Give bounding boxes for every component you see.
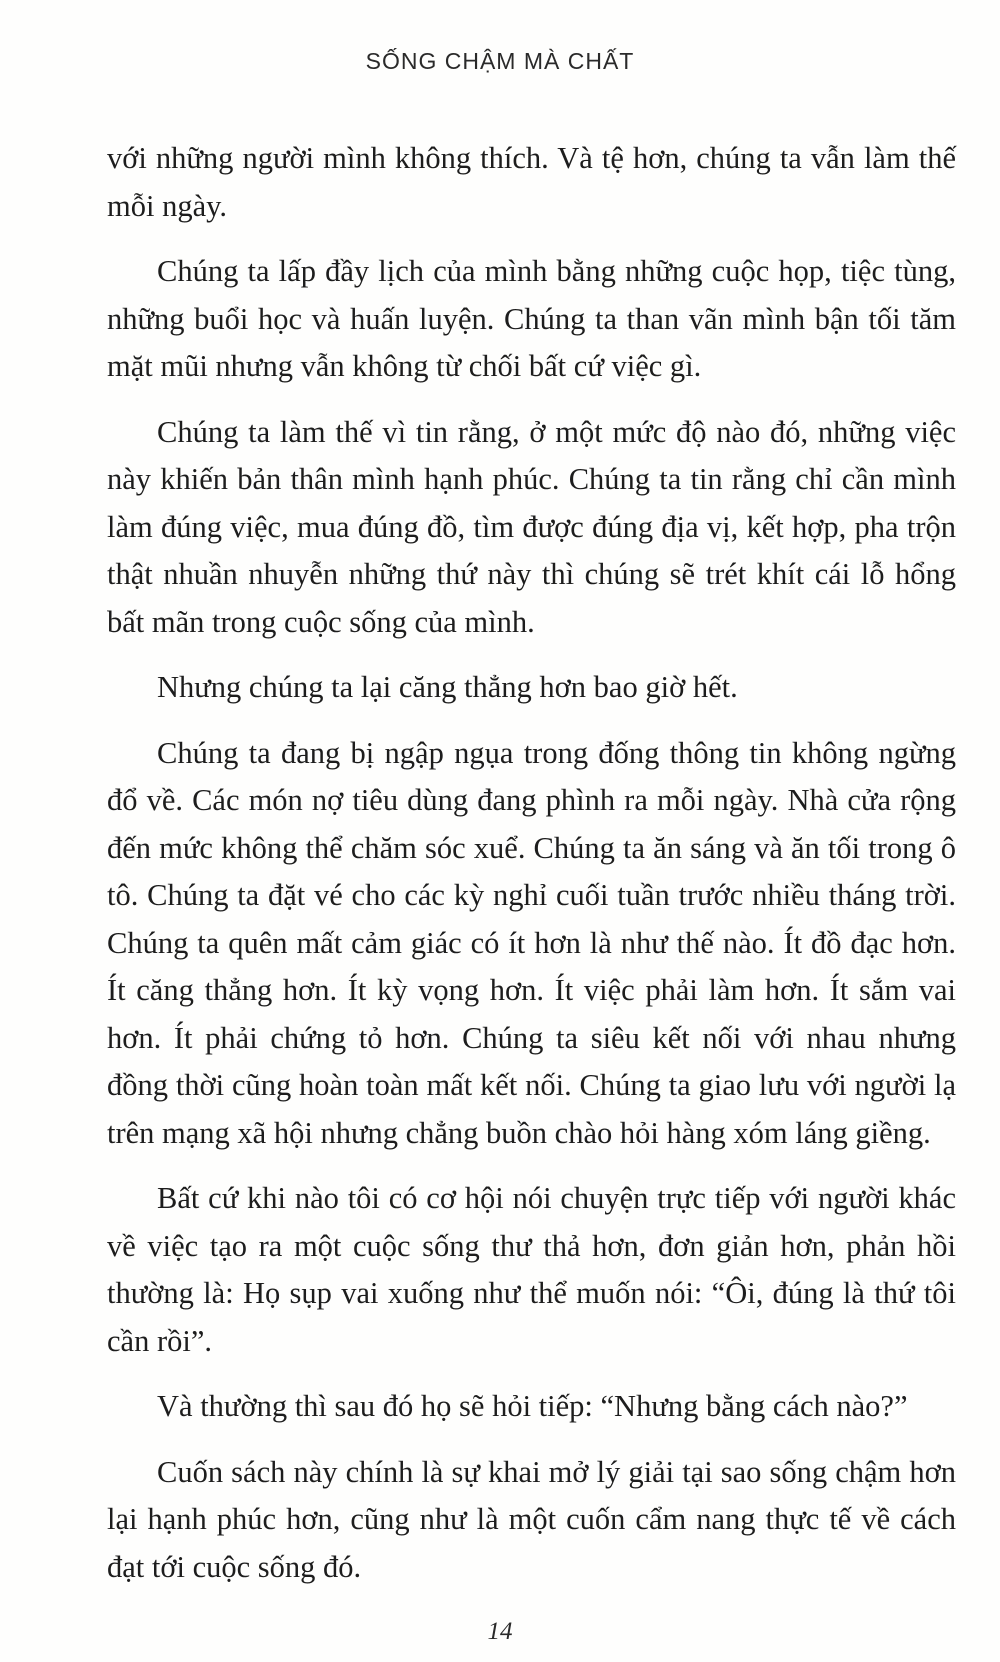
paragraph-4: Nhưng chúng ta lại căng thẳng hơn bao giờ hết. bbox=[157, 670, 738, 704]
running-head: SỐNG CHẬM MÀ CHẤT bbox=[365, 48, 635, 74]
paragraph-3: Chúng ta làm thế vì tin rằng, ở một mức độ nào đó, những việc này khiến bản thân mình hạnh phúc. Chúng ta tin rằng chỉ cần mình làm đúng việc, mua đúng đồ, tìm được đúng địa vị, kết hợp, pha trộn thật nhuần nhuyễn những thứ này thì chúng sẽ trét khít cái lỗ hổng bất mãn trong cuộc sống của mình. bbox=[107, 414, 956, 639]
paragraph-5: Chúng ta đang bị ngập ngụa trong đống thông tin không ngừng đổ về. Các món nợ tiêu dùng đang phình ra mỗi ngày. Nhà cửa rộng đến mức không thể chăm sóc xuể. Chúng ta ăn sáng và ăn tối trong ô tô. Chúng ta đặt vé cho các kỳ nghỉ cuối tuần trước nhiều tháng trời. Chúng ta quên mất cảm giác có ít hơn là như thế nào. Ít đồ đạc hơn. Ít căng thẳng hơn. Ít kỳ vọng hơn. Ít việc phải làm hơn. Ít sắm vai hơn. Ít phải chứng tỏ hơn. Chúng ta siêu kết nối với nhau nhưng đồng thời cũng hoàn toàn mất kết nối. Chúng ta giao lưu với người lạ trên mạng xã hội nhưng chẳng buồn chào hỏi hàng xóm láng giềng. bbox=[107, 735, 956, 1150]
paragraph-1: với những người mình không thích. Và tệ hơn, chúng ta vẫn làm thế mỗi ngày. bbox=[107, 141, 956, 223]
paragraph-2: Chúng ta lấp đầy lịch của mình bằng những cuộc họp, tiệc tùng, những buổi học và huấn luyện. Chúng ta than vãn mình bận tối tăm mặt mũi nhưng vẫn không từ chối bất cứ việc gì. bbox=[107, 254, 956, 383]
paragraph-6: Bất cứ khi nào tôi có cơ hội nói chuyện trực tiếp với người khác về việc tạo ra một cuộc sống thư thả hơn, đơn giản hơn, phản hồi thường là: Họ sụp vai xuống như thể muốn nói: “Ôi, đúng là thứ tôi cần rồi”. bbox=[107, 1181, 956, 1358]
paragraph-7: Và thường thì sau đó họ sẽ hỏi tiếp: “Nhưng bằng cách nào?” bbox=[157, 1389, 908, 1423]
paragraph-8: Cuốn sách này chính là sự khai mở lý giải tại sao sống chậm hơn lại hạnh phúc hơn, cũng như là một cuốn cẩm nang thực tế về cách đạt tới cuộc sống đó. bbox=[107, 1454, 956, 1584]
body-text bbox=[107, 135, 956, 1609]
page-number: 14 bbox=[487, 1618, 513, 1645]
